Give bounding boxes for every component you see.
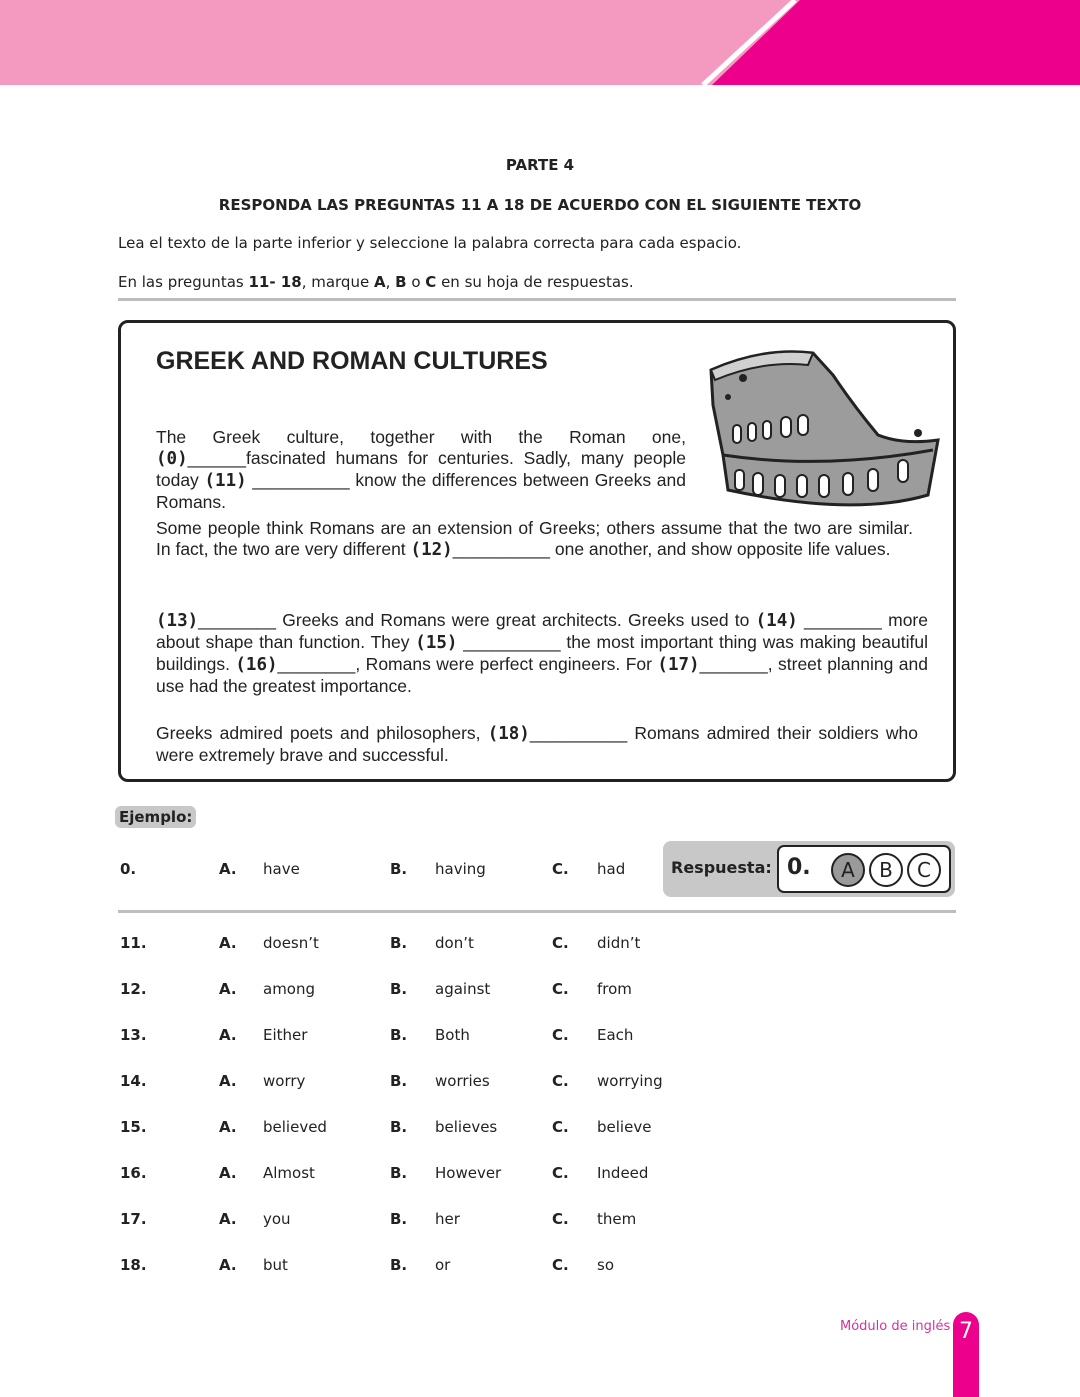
blank-number: (15) — [415, 633, 458, 653]
option-letter: B. — [390, 980, 408, 998]
bubble-a-filled: A — [831, 853, 865, 887]
option-letter: C. — [552, 860, 569, 878]
question-number: 16. — [120, 1164, 147, 1182]
option-c: Indeed — [597, 1164, 649, 1182]
option-b: don’t — [435, 934, 474, 952]
answer-sheet — [777, 845, 951, 893]
header-banner — [0, 0, 1080, 85]
question-number: 12. — [120, 980, 147, 998]
option-b: Both — [435, 1026, 470, 1044]
answer-example — [663, 841, 955, 897]
passage-box — [118, 320, 956, 782]
option-letter: A. — [219, 980, 237, 998]
passage-text: __________ Romans admired their soldiers who were extremely brave and successful. — [156, 723, 918, 765]
answer-label: Respuesta: — [671, 858, 772, 877]
option-letter: B. — [390, 1026, 408, 1044]
option-letter: C. — [552, 1210, 569, 1228]
bubble-c: C — [907, 853, 941, 887]
option-c: Each — [597, 1026, 634, 1044]
paragraph-2 — [156, 518, 913, 561]
option-c: believe — [597, 1118, 652, 1136]
option-a: Almost — [263, 1164, 315, 1182]
answer-number: 0. — [787, 855, 811, 880]
blank-number: (12) — [410, 540, 453, 560]
option-letter: A. — [219, 1256, 237, 1274]
option-letter: B. — [390, 1164, 408, 1182]
option-letter: C. — [552, 980, 569, 998]
option-a: believed — [263, 1118, 327, 1136]
option-letter: A. — [219, 860, 237, 878]
bubble-b: B — [869, 853, 903, 887]
option-letter: A. — [219, 1210, 237, 1228]
paragraph-4 — [156, 723, 918, 766]
option-b: believes — [435, 1118, 498, 1136]
question-number: 11. — [120, 934, 147, 952]
option-a: but — [263, 1256, 288, 1274]
divider — [118, 910, 956, 913]
colosseum-icon — [703, 345, 943, 515]
instruction-2: En las preguntas 11- 18, marque A, B o C en su hoja de respuestas. — [118, 273, 634, 291]
option-letter: B. — [390, 1072, 408, 1090]
option-b: However — [435, 1164, 502, 1182]
question-number: 18. — [120, 1256, 147, 1274]
option-b: against — [435, 980, 491, 998]
passage-text: _______, street planning and use had the greatest importance. — [156, 654, 928, 696]
passage-text: __________ know the differences between Greeks and Romans. — [156, 470, 686, 512]
passage-text: ________ more about shape than function. They — [156, 610, 928, 652]
passage-text: __________ the most important thing was making beautiful buildings. — [156, 632, 928, 674]
blank-number: (13) — [156, 611, 199, 631]
passage-title: GREEK AND ROMAN CULTURES — [156, 347, 548, 375]
option-letter: B. — [390, 1256, 408, 1274]
option-a: Either — [263, 1026, 308, 1044]
option-letter: A. — [219, 934, 237, 952]
option-a: doesn’t — [263, 934, 319, 952]
passage-text: Some people think Romans are an extension of Greeks; others assume that the two are similar. In fact, the two are very different — [156, 518, 913, 559]
option-letter: A. — [219, 1026, 237, 1044]
passage-text: ________, Romans were perfect engineers. For — [277, 654, 658, 674]
option-letter: C. — [552, 1026, 569, 1044]
blank-number: (18) — [487, 724, 530, 744]
option-c: didn’t — [597, 934, 641, 952]
blank-number: (17) — [657, 655, 700, 675]
option-letter: C. — [552, 1164, 569, 1182]
option-c: from — [597, 980, 632, 998]
section-heading: RESPONDA LAS PREGUNTAS 11 A 18 DE ACUERDO CON EL SIGUIENTE TEXTO — [218, 196, 862, 214]
blank-number: (11) — [204, 471, 247, 491]
option-b: having — [435, 860, 486, 878]
footer-module: Módulo de inglés — [840, 1319, 951, 1334]
page-number: 7 — [953, 1312, 979, 1397]
option-c: had — [597, 860, 626, 878]
passage-text: __________ one another, and show opposite life values. — [452, 539, 891, 559]
option-letter: A. — [219, 1072, 237, 1090]
option-a: among — [263, 980, 316, 998]
paragraph-1 — [156, 427, 686, 513]
option-c: worrying — [597, 1072, 663, 1090]
option-letter: C. — [552, 1256, 569, 1274]
option-letter: C. — [552, 934, 569, 952]
question-number: 14. — [120, 1072, 147, 1090]
option-letter: B. — [390, 934, 408, 952]
question-number: 13. — [120, 1026, 147, 1044]
option-letter: C. — [552, 1118, 569, 1136]
option-letter: A. — [219, 1164, 237, 1182]
blank-number: (0) — [156, 449, 188, 469]
passage-text: Greeks admired poets and philosophers, — [156, 723, 488, 743]
option-letter: A. — [219, 1118, 237, 1136]
passage-text: ______fascinated humans for centuries. Sadly, many people today — [156, 448, 686, 490]
option-b: or — [435, 1256, 451, 1274]
question-number: 17. — [120, 1210, 147, 1228]
passage-text: ________ Greeks and Romans were great architects. Greeks used to — [198, 610, 756, 630]
option-a: you — [263, 1210, 291, 1228]
question-number: 0. — [120, 860, 137, 878]
option-letter: C. — [552, 1072, 569, 1090]
question-number: 15. — [120, 1118, 147, 1136]
option-b: her — [435, 1210, 460, 1228]
blank-number: (16) — [235, 655, 278, 675]
option-c: them — [597, 1210, 637, 1228]
part-title: PARTE 4 — [505, 156, 575, 174]
option-letter: B. — [390, 860, 408, 878]
option-letter: B. — [390, 1210, 408, 1228]
blank-number: (14) — [755, 611, 798, 631]
option-b: worries — [435, 1072, 490, 1090]
instruction-1: Lea el texto de la parte inferior y seleccione la palabra correcta para cada espacio. — [118, 234, 742, 252]
paragraph-3 — [156, 610, 928, 697]
example-label: Ejemplo: — [115, 806, 196, 828]
option-c: so — [597, 1256, 614, 1274]
option-a: have — [263, 860, 300, 878]
option-letter: B. — [390, 1118, 408, 1136]
divider — [118, 298, 956, 301]
passage-text: The Greek culture, together with the Roman one, — [156, 427, 686, 447]
option-a: worry — [263, 1072, 306, 1090]
